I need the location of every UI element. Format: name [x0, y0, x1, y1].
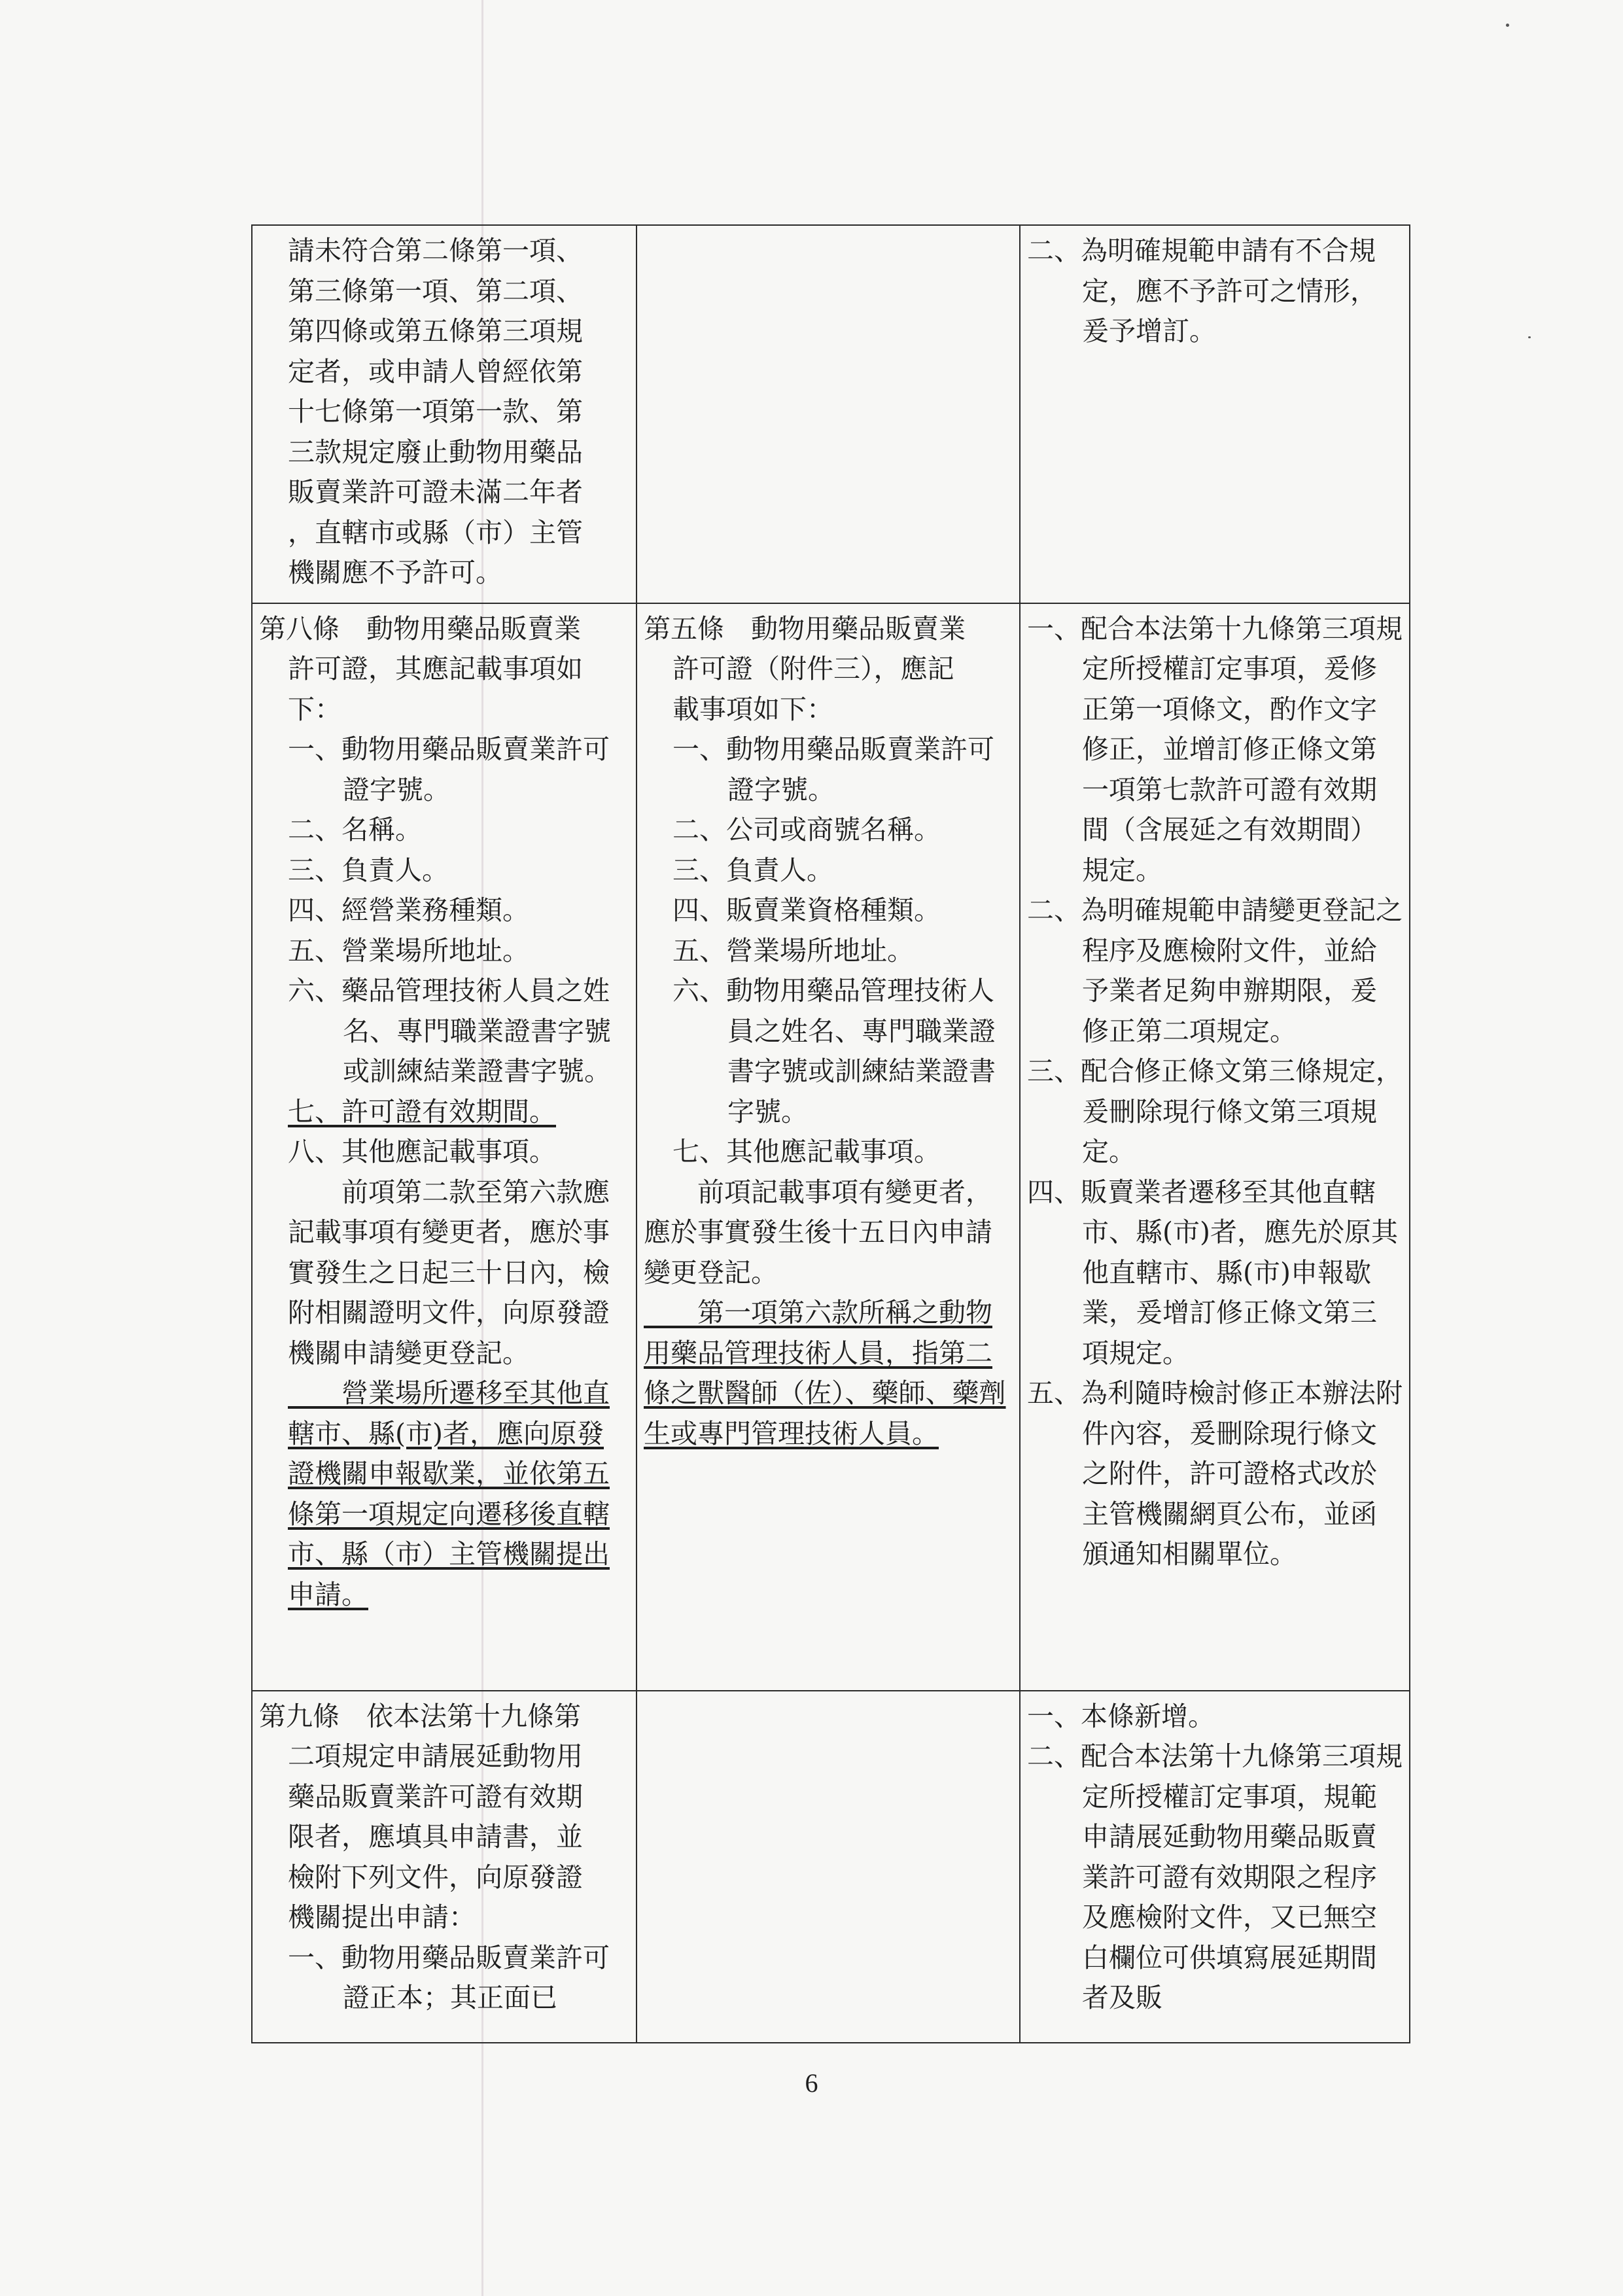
amended-line: 第八條 動物用藥品販賣業: [259, 612, 581, 645]
amended-line: ，直轄市或縣（市）主管: [288, 516, 583, 548]
amended-line: 第九條 依本法第十九條第: [259, 1700, 581, 1732]
current-line: 一、動物用藥品販賣業許可證字號。: [672, 733, 994, 805]
table-row: [252, 603, 1410, 1691]
table-row: [252, 225, 1410, 603]
current-line: 載事項如下：: [672, 693, 833, 725]
notes-line: 二、為明確規範申請變更登記之程序及應檢附文件，並給予業者足夠申辦期限，爰修正第二項規定。: [1027, 894, 1403, 1047]
explanation-cell: [1020, 225, 1410, 603]
current-line: 六、動物用藥品管理技術人員之姓名、專門職業證書字號或訓練結業證書字號。: [672, 975, 996, 1127]
scan-speck: [1528, 336, 1531, 338]
amended-line: 檢附下列文件，向原發證: [288, 1861, 583, 1893]
current-line: 三、負責人。: [672, 854, 833, 886]
amended-line: 營業場所遷移至其他直轄市、縣(市)者，應向原發證機關申報歇業，並依第五條第一項規定向遷移後直轄市、縣（市）主管機關提出申請。: [288, 1377, 610, 1610]
notes-line: 四、販賣業者遷移至其他直轄市、縣(市)者，應先於原其他直轄市、縣(市)申報歇業，爰增訂修正條文第三項規定。: [1027, 1176, 1398, 1369]
notes-line: 五、為利隨時檢討修正本辦法附件內容，爰刪除現行條文之附件，許可證格式改於主管機關網頁公布，並函頒通知相關單位。: [1027, 1377, 1403, 1570]
notes-line: 一、配合本法第十九條第三項規定所授權訂定事項，爰修正第一項條文，酌作文字修正，並增訂修正條文第一項第七款許可證有效期間（含展延之有效期間）規定。: [1027, 612, 1403, 886]
current-line: 二、公司或商號名稱。: [672, 814, 941, 845]
amended-line: 二項規定申請展延動物用: [288, 1740, 583, 1772]
amended-line: 藥品販賣業許可證有效期: [288, 1780, 583, 1812]
current-text-cell: [637, 603, 1020, 1691]
amended-line: 四、經營業務種類。: [288, 894, 529, 926]
amended-line: 下：: [288, 693, 341, 725]
scan-speck: [1506, 24, 1509, 27]
explanation-cell: [1020, 603, 1410, 1691]
current-text-cell: [637, 225, 1020, 603]
amended-line: 請未符合第二條第一項、: [288, 235, 583, 266]
amended-line: 機關應不予許可。: [288, 557, 502, 588]
current-line: 四、販賣業資格種類。: [672, 894, 941, 926]
current-line: 前項記載事項有變更者，應於事實發生後十五日內申請變更登記。: [644, 1176, 992, 1288]
current-line: 許可證（附件三），應記: [672, 653, 954, 684]
amended-line: 前項第二款至第六款應記載事項有變更者，應於事實發生之日起三十日內，檢附相關證明文件，向原發證機關申請變更登記。: [288, 1176, 610, 1369]
current-line: 五、營業場所地址。: [672, 934, 914, 966]
amended-line: 限者，應填具申請書，並: [288, 1821, 583, 1852]
amended-text-cell: [252, 603, 637, 1691]
amended-line: 許可證，其應記載事項如: [288, 653, 583, 684]
amended-text-cell: [252, 225, 637, 603]
table-row: [252, 1691, 1410, 2043]
amended-line: 三、負責人。: [288, 854, 449, 886]
amended-text-cell: [252, 1691, 637, 2043]
current-text-cell: [637, 1691, 1020, 2043]
current-line: 第一項第六款所稱之動物用藥品管理技術人員，指第二條之獸醫師（佐）、藥師、藥劑生或專門管理技術人員。: [644, 1297, 1006, 1449]
current-line: 第五條 動物用藥品販賣業: [644, 612, 966, 645]
amended-line: 二、名稱。: [288, 814, 422, 845]
amended-line: 三款規定廢止動物用藥品: [288, 436, 583, 468]
amended-line: 十七條第一項第一款、第: [288, 396, 583, 427]
notes-line: 一、本條新增。: [1027, 1700, 1215, 1732]
notes-line: 三、配合修正條文第三條規定，爰刪除現行條文第三項規定。: [1027, 1055, 1403, 1167]
notes-line: 二、為明確規範申請有不合規定，應不予許可之情形，爰予增訂。: [1027, 235, 1377, 347]
amended-line: 機關提出申請：: [288, 1901, 476, 1933]
explanation-cell: [1020, 1691, 1410, 2043]
amended-line: 第四條或第五條第三項規: [288, 315, 583, 347]
amendment-comparison-table: [251, 224, 1410, 2043]
amended-line: 販賣業許可證未滿二年者: [288, 476, 583, 508]
amended-line: 七、許可證有效期間。: [288, 1095, 556, 1127]
amended-line: 定者，或申請人曾經依第: [288, 355, 583, 387]
amended-line: 一、動物用藥品販賣業許可證正本；其正面已: [288, 1941, 610, 2013]
notes-line: 二、配合本法第十九條第三項規定所授權訂定事項，規範申請展延動物用藥品販賣業許可證有效期限之程序及應檢附文件，又已無空白欄位可供填寫展延期間者及販: [1027, 1740, 1403, 2013]
page-number: 6: [805, 2068, 818, 2098]
current-line: 七、其他應記載事項。: [672, 1136, 941, 1167]
amended-line: 六、藥品管理技術人員之姓名、專門職業證書字號或訓練結業證書字號。: [288, 975, 611, 1087]
amended-line: 一、動物用藥品販賣業許可證字號。: [288, 733, 610, 805]
amended-line: 第三條第一項、第二項、: [288, 275, 583, 307]
amended-line: 五、營業場所地址。: [288, 934, 529, 966]
amended-line: 八、其他應記載事項。: [288, 1136, 556, 1167]
